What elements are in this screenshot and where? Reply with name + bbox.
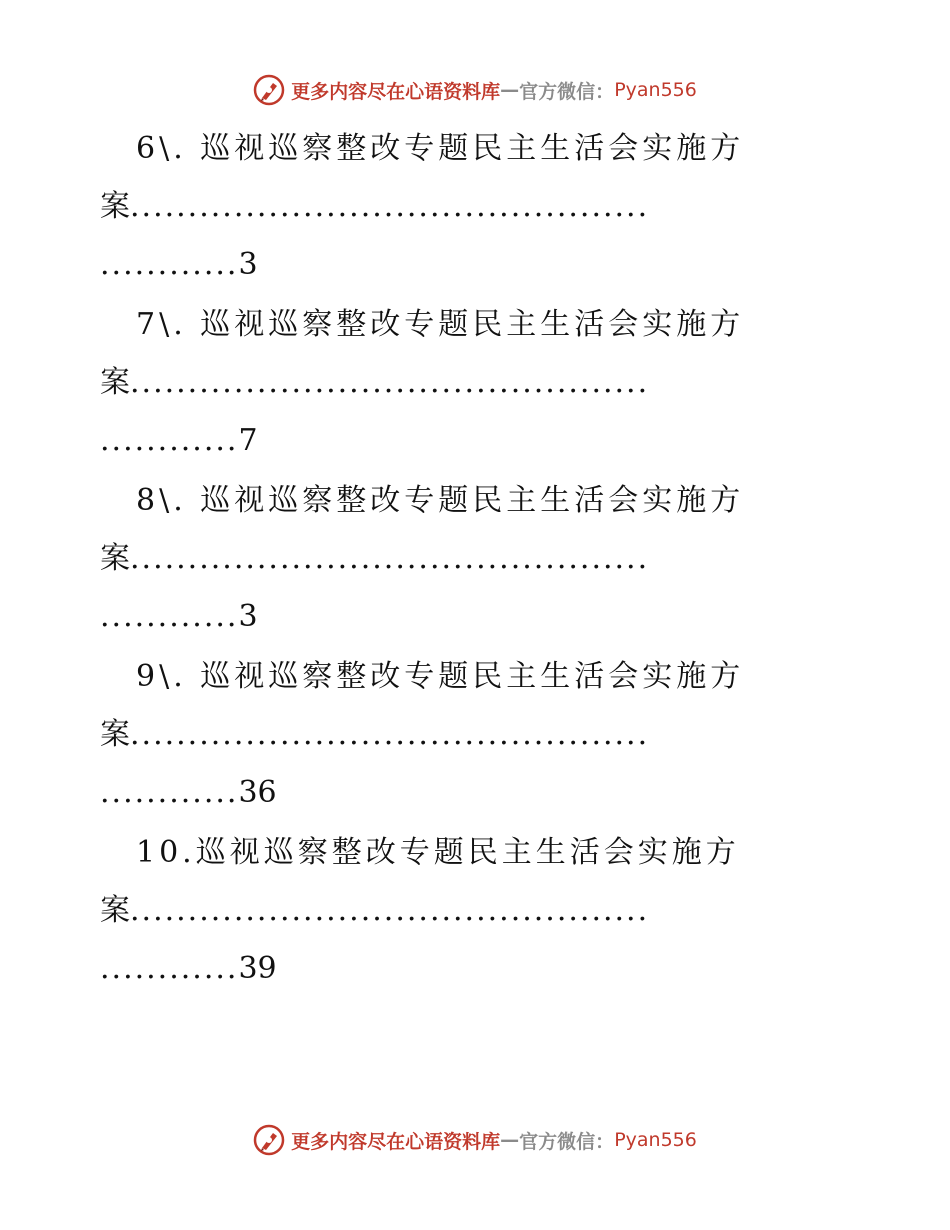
toc-entry-leader-line <box>100 354 845 412</box>
toc-entry-leader-line <box>100 178 845 236</box>
toc-entry[interactable] <box>0 648 950 824</box>
dot-leader: ............................................. <box>130 189 650 224</box>
dot-leader: ............................................. <box>130 541 650 576</box>
dot-leader: ............................................. <box>130 717 650 752</box>
toc-entry-continuation: 案 <box>100 541 130 576</box>
toc-entry-page-number: 36 <box>238 775 277 810</box>
watermark-main-text: 更多内容尽在心语资料库 <box>291 80 501 103</box>
toc-entry-leader-line <box>100 706 845 764</box>
toc-entry-leader-line <box>100 882 845 940</box>
toc-entry-continuation: 案 <box>100 365 130 400</box>
toc-entry-page-line <box>100 412 845 470</box>
header-watermark <box>0 70 950 110</box>
toc-entry-page-line <box>100 764 845 822</box>
footer-watermark <box>0 1120 950 1160</box>
toc-entry-page-number: 7 <box>238 423 258 458</box>
toc-entry-title: 10.巡视巡察整改专题民主生活会实施方 <box>136 835 740 870</box>
toc-entry-title: 6\. 巡视巡察整改专题民主生活会实施方 <box>136 131 745 166</box>
toc-entry-page-line <box>100 940 845 998</box>
toc-entry[interactable] <box>0 120 950 296</box>
toc-entry-leader-line <box>100 530 845 588</box>
watermark-official-text: 官方微信： <box>519 80 615 103</box>
toc-entry-continuation: 案 <box>100 717 130 752</box>
dot-leader: ............ <box>100 951 239 986</box>
toc-entry-continuation: 案 <box>100 893 130 928</box>
toc-entry-page-number: 3 <box>238 247 258 282</box>
dot-leader: ............ <box>100 775 239 810</box>
dot-leader: ............ <box>100 423 239 458</box>
watermark-official-text: 官方微信： <box>519 1130 615 1153</box>
toc-entry-page-number: 39 <box>238 951 277 986</box>
dot-leader: ............ <box>100 247 239 282</box>
watermark-wechat-id: Pyan556 <box>614 1129 697 1151</box>
watermark-separator: — <box>500 79 520 101</box>
watermark-separator: — <box>500 1129 520 1151</box>
toc-entry-title: 8\. 巡视巡察整改专题民主生活会实施方 <box>136 483 745 518</box>
dot-leader: ............ <box>100 599 239 634</box>
toc-entry-page-number: 3 <box>238 599 258 634</box>
toc-entry-page-line <box>100 236 845 294</box>
toc-entry[interactable] <box>0 824 950 1000</box>
toc-entry-page-line <box>100 588 845 646</box>
dot-leader: ............................................. <box>130 365 650 400</box>
dot-leader: ............................................. <box>130 893 650 928</box>
table-of-contents <box>0 120 950 1000</box>
toc-entry[interactable] <box>0 472 950 648</box>
watermark-wechat-id: Pyan556 <box>614 79 697 101</box>
pen-logo-icon <box>253 1124 285 1156</box>
watermark-main-text: 更多内容尽在心语资料库 <box>291 1130 501 1153</box>
toc-entry-title: 9\. 巡视巡察整改专题民主生活会实施方 <box>136 659 745 694</box>
toc-entry-continuation: 案 <box>100 189 130 224</box>
toc-entry[interactable] <box>0 296 950 472</box>
toc-entry-title: 7\. 巡视巡察整改专题民主生活会实施方 <box>136 307 745 342</box>
pen-logo-icon <box>253 74 285 106</box>
